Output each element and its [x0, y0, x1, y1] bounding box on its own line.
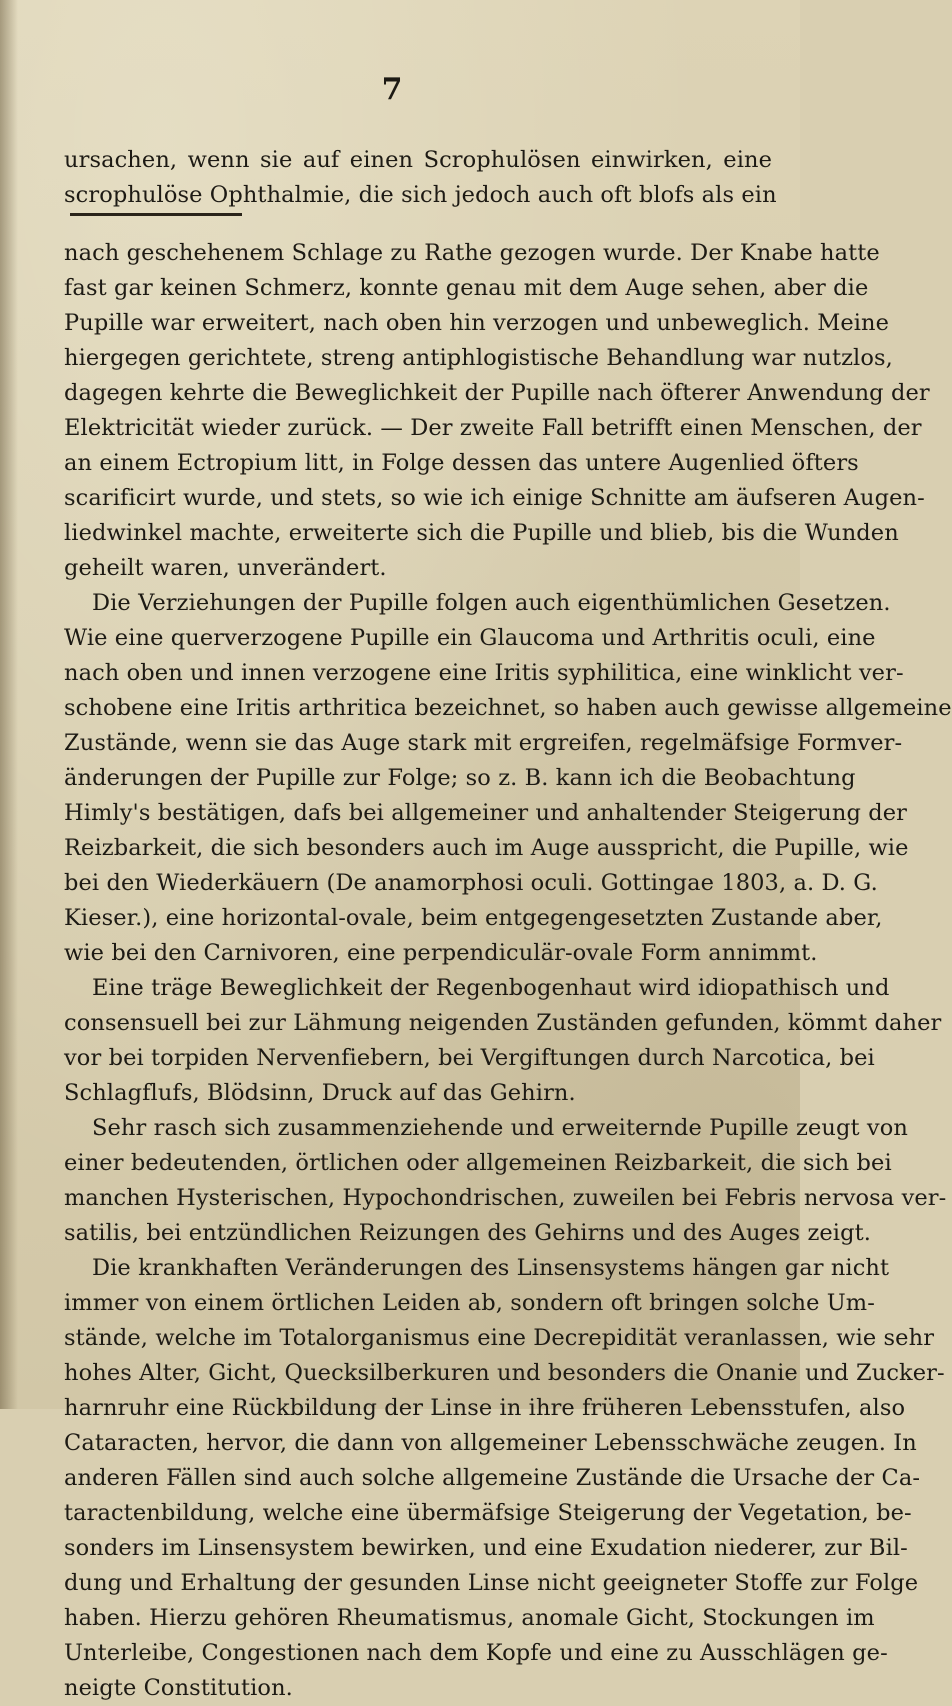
text-line: immer von einem örtlichen Leiden ab, sondern oft bringen solche Um-	[64, 1290, 875, 1316]
text-line: liedwinkel machte, erweiterte sich die Pupille und blieb, bis die Wunden	[64, 520, 899, 546]
text-line: fast gar keinen Schmerz, konnte genau mit dem Auge sehen, aber die	[64, 275, 869, 301]
text-line: neigte Constitution.	[64, 1675, 293, 1701]
text-line: Kieser.), eine horizontal-ovale, beim entgegengesetzten Zustande aber,	[64, 905, 883, 931]
fragment-line: scrophulöse Ophthalmie, die sich jedoch auch oft blofs als ein	[64, 182, 777, 208]
text-line: vor bei torpiden Nervenfiebern, bei Vergiftungen durch Narcotica, bei	[64, 1045, 875, 1071]
text-line: Elektricität wieder zurück. — Der zweite Fall betrifft einen Menschen, der	[64, 415, 922, 441]
text-line: consensuell bei zur Lähmung neigenden Zuständen gefunden, kömmt daher	[64, 1010, 942, 1036]
text-line: dung und Erhaltung der gesunden Linse nicht geeigneter Stoffe zur Folge	[64, 1570, 919, 1596]
text-line: schobene eine Iritis arthritica bezeichnet, so haben auch gewisse allgemeine	[64, 695, 952, 721]
text-line: Himly's bestätigen, dafs bei allgemeiner und anhaltender Steigerung der	[64, 800, 907, 826]
binding-shadow	[0, 0, 18, 1409]
text-line: bei den Wiederkäuern (De anamorphosi oculi. Gottingae 1803, a. D. G.	[64, 870, 878, 896]
text-line: stände, welche im Totalorganismus eine Decrepidität veranlassen, wie sehr	[64, 1325, 935, 1351]
pasted-fragment	[64, 143, 777, 213]
text-line: einer bedeutenden, örtlichen oder allgemeinen Reizbarkeit, die sich bei	[64, 1150, 892, 1176]
page-number: 7	[381, 72, 403, 107]
text-line: änderungen der Pupille zur Folge; so z. B. kann ich die Beobachtung	[64, 765, 856, 791]
text-line: nach oben und innen verzogene eine Iritis syphilitica, eine winklicht ver-	[64, 660, 904, 686]
text-line: Pupille war erweitert, nach oben hin verzogen und unbeweglich. Meine	[64, 310, 890, 336]
text-line: sonders im Linsensystem bewirken, und eine Exudation niederer, zur Bil-	[64, 1535, 908, 1561]
text-line: Die Verziehungen der Pupille folgen auch eigenthümlichen Gesetzen.	[92, 590, 891, 616]
text-line: wie bei den Carnivoren, eine perpendiculär-ovale Form annimmt.	[64, 940, 818, 966]
text-line: haben. Hierzu gehören Rheumatismus, anomale Gicht, Stockungen im	[64, 1605, 875, 1631]
text-line: dagegen kehrte die Beweglichkeit der Pupille nach öfterer Anwendung der	[64, 380, 930, 406]
text-line: Zustände, wenn sie das Auge stark mit ergreifen, regelmäfsige Formver-	[64, 730, 903, 756]
text-line: anderen Fällen sind auch solche allgemeine Zustände die Ursache der Ca-	[64, 1465, 921, 1491]
text-line: Schlagflufs, Blödsinn, Druck auf das Gehirn.	[64, 1080, 576, 1106]
text-line: nach geschehenem Schlage zu Rathe gezogen wurde. Der Knabe hatte	[64, 240, 880, 266]
body-text	[64, 236, 952, 1706]
text-line: Eine träge Beweglichkeit der Regenbogenhaut wird idiopathisch und	[92, 975, 890, 1001]
text-line: an einem Ectropium litt, in Folge dessen das untere Augenlied öfters	[64, 450, 859, 476]
text-line: satilis, bei entzündlichen Reizungen des Gehirns und des Auges zeigt.	[64, 1220, 872, 1246]
text-line: Die krankhaften Veränderungen des Linsensystems hängen gar nicht	[92, 1255, 890, 1281]
text-line: hohes Alter, Gicht, Quecksilberkuren und besonders die Onanie und Zucker-	[64, 1360, 945, 1386]
text-line: Wie eine querverzogene Pupille ein Glaucoma und Arthritis oculi, eine	[64, 625, 876, 651]
fragment-divider	[70, 213, 242, 216]
text-line: Reizbarkeit, die sich besonders auch im Auge ausspricht, die Pupille, wie	[64, 835, 909, 861]
text-line: Unterleibe, Congestionen nach dem Kopfe und eine zu Ausschlägen ge-	[64, 1640, 888, 1666]
text-line: geheilt waren, unverändert.	[64, 555, 387, 581]
text-line: manchen Hysterischen, Hypochondrischen, zuweilen bei Febris nervosa ver-	[64, 1185, 947, 1211]
text-line: harnruhr eine Rückbildung der Linse in ihre früheren Lebensstufen, also	[64, 1395, 906, 1421]
text-line: taractenbildung, welche eine übermäfsige Steigerung der Vegetation, be-	[64, 1500, 912, 1526]
text-line: Sehr rasch sich zusammenziehende und erweiternde Pupille zeugt von	[92, 1115, 908, 1141]
text-line: scarificirt wurde, und stets, so wie ich einige Schnitte am äufseren Augen-	[64, 485, 925, 511]
fragment-line: ursachen, wenn sie auf einen Scrophulösen einwirken, eine	[64, 147, 772, 173]
text-line: Cataracten, hervor, die dann von allgemeiner Lebensschwäche zeugen. In	[64, 1430, 917, 1456]
text-line: hiergegen gerichtete, streng antiphlogistische Behandlung war nutzlos,	[64, 345, 893, 371]
